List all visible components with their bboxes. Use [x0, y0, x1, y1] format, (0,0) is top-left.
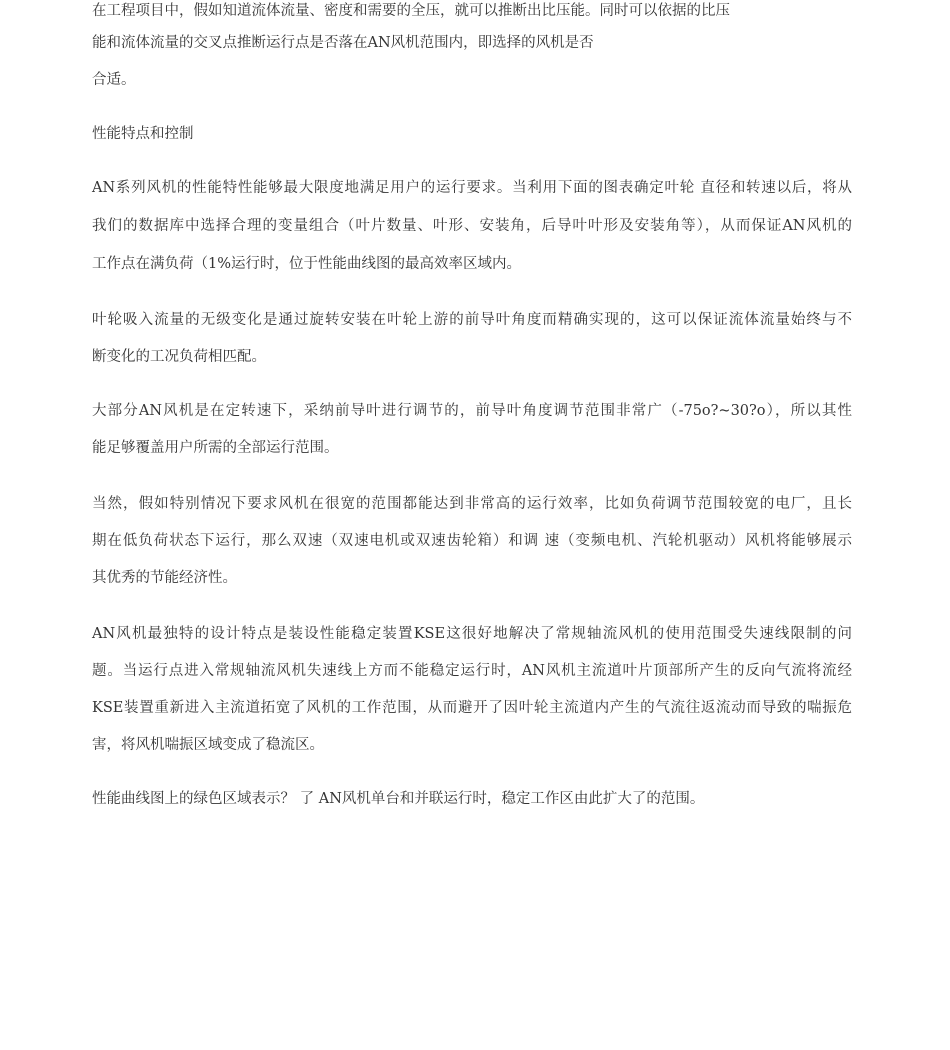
- paragraph-line: 性能曲线图上的绿色区域表示？ 了 AN风机单台和并联运行时，稳定工作区由此扩大了的范围。: [92, 791, 705, 807]
- paragraph-line: AN风机最独特的设计特点是装设性能稳定装置KSE这很好地解决了常规轴流风机的使用范围受失速线限制的问: [92, 626, 852, 642]
- paragraph-line: KSE装置重新进入主流道拓宽了风机的工作范围，从而避开了因叶轮主流道内产生的气流往返流动而导致的喘振危: [92, 700, 852, 716]
- paragraph-line: 期在低负荷状态下运行，那么双速（双速电机或双速齿轮箱）和调 速（变频电机、汽轮机驱动）风机将能够展示: [92, 533, 852, 549]
- paragraph-line: 能和流体流量的交叉点推断运行点是否落在AN风机范围内，即选择的风机是否: [92, 35, 594, 51]
- paragraph-line: 叶轮吸入流量的无级变化是通过旋转安装在叶轮上游的前导叶角度而精确实现的，这可以保证流体流量始终与不: [92, 312, 852, 328]
- paragraph-line: 大部分AN风机是在定转速下，采纳前导叶进行调节的，前导叶角度调节范围非常广（-75o?~30?o），所以其性: [92, 403, 852, 419]
- section-heading: 性能特点和控制: [92, 126, 194, 142]
- paragraph-line: 合适。: [92, 72, 136, 88]
- paragraph-line: 题。当运行点进入常规轴流风机失速线上方而不能稳定运行时，AN风机主流道叶片顶部所产生的反向气流将流经: [92, 663, 852, 679]
- paragraph-line: 断变化的工况负荷相匹配。: [92, 349, 266, 365]
- paragraph-line: 我们的数据库中选择合理的变量组合（叶片数量、叶形、安装角，后导叶叶形及安装角等），从而保证AN风机的: [92, 218, 852, 234]
- paragraph-line: 当然，假如特别情况下要求风机在很宽的范围都能达到非常高的运行效率，比如负荷调节范围较宽的电厂，且长: [92, 496, 852, 512]
- paragraph-line: 害，将风机喘振区域变成了稳流区。: [92, 737, 324, 753]
- paragraph-line: AN系列风机的性能特性能够最大限度地满足用户的运行要求。当利用下面的图表确定叶轮 直径和转速以后，将从: [92, 180, 852, 196]
- paragraph-line: 其优秀的节能经济性。: [92, 570, 237, 586]
- paragraph-line: 工作点在满负荷（1%运行时，位于性能曲线图的最高效率区域内。: [92, 256, 522, 272]
- paragraph-line: 能足够覆盖用户所需的全部运行范围。: [92, 440, 339, 456]
- paragraph-line: 在工程项目中，假如知道流体流量、密度和需要的全压，就可以推断出比压能。同时可以依据的比压: [92, 3, 730, 19]
